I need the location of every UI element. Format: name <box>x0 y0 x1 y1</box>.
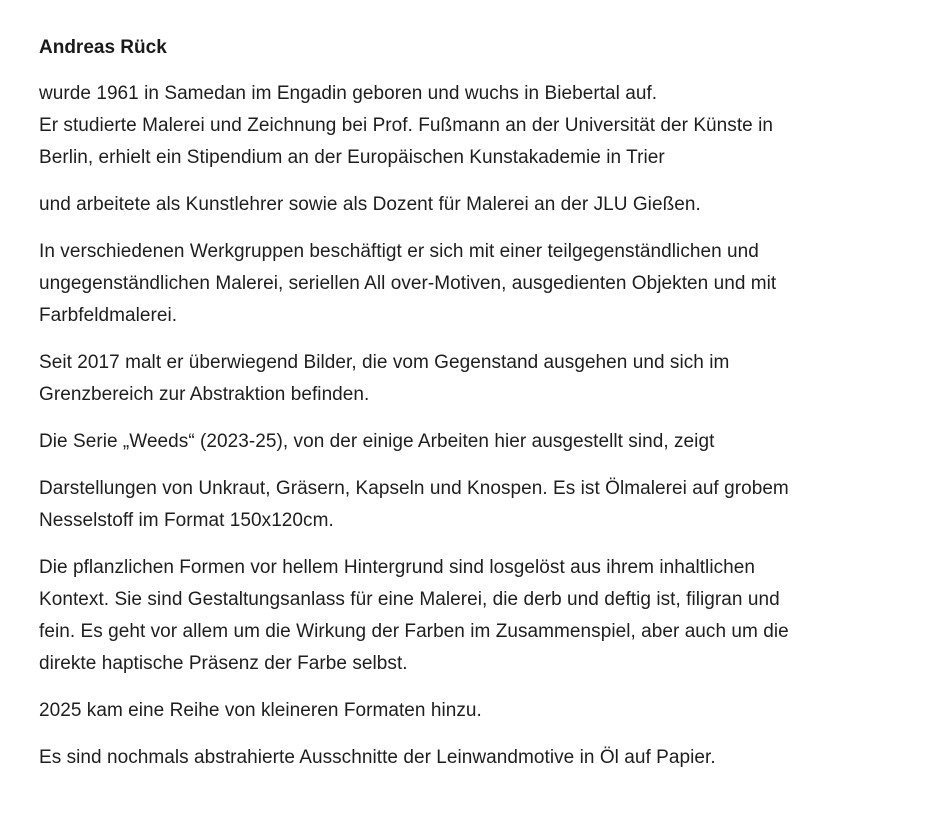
bio-paragraph-8 <box>39 695 919 727</box>
bio-line: 2025 kam eine Reihe von kleineren Formaten hinzu. <box>39 700 482 721</box>
bio-line: Die pflanzlichen Formen vor hellem Hintergrund sind losgelöst aus ihrem inhaltlichen <box>39 557 755 578</box>
bio-paragraph-7 <box>39 552 919 680</box>
bio-line: Grenzbereich zur Abstraktion befinden. <box>39 384 370 405</box>
bio-line: In verschiedenen Werkgruppen beschäftigt er sich mit einer teilgegenständlichen und <box>39 241 759 262</box>
bio-paragraph-3 <box>39 236 919 332</box>
bio-line: Seit 2017 malt er überwiegend Bilder, die vom Gegenstand ausgehen und sich im <box>39 352 730 373</box>
bio-line: Nesselstoff im Format 150x120cm. <box>39 510 334 531</box>
bio-line: Farbfeldmalerei. <box>39 305 178 326</box>
bio-paragraph-2 <box>39 189 919 221</box>
artist-name-heading: Andreas Rück <box>39 37 167 58</box>
bio-line: Die Serie „Weeds“ (2023-25), von der einige Arbeiten hier ausgestellt sind, zeigt <box>39 431 715 452</box>
bio-line: Er studierte Malerei und Zeichnung bei Prof. Fußmann an der Universität der Künste in <box>39 115 774 136</box>
bio-paragraph-9 <box>39 742 919 774</box>
bio-line: wurde 1961 in Samedan im Engadin geboren und wuchs in Biebertal auf. <box>39 83 658 104</box>
bio-paragraph-6 <box>39 473 919 537</box>
artist-bio <box>39 34 919 789</box>
bio-line: fein. Es geht vor allem um die Wirkung der Farben im Zusammenspiel, aber auch um die <box>39 621 789 642</box>
bio-paragraph-5 <box>39 426 919 458</box>
bio-paragraph-1 <box>39 78 919 174</box>
bio-line: Kontext. Sie sind Gestaltungsanlass für eine Malerei, die derb und deftig ist, filigran und <box>39 589 780 610</box>
bio-paragraph-4 <box>39 347 919 411</box>
bio-line: Berlin, erhielt ein Stipendium an der Europäischen Kunstakademie in Trier <box>39 147 665 168</box>
bio-line: Es sind nochmals abstrahierte Ausschnitte der Leinwandmotive in Öl auf Papier. <box>39 747 716 768</box>
bio-line: und arbeitete als Kunstlehrer sowie als Dozent für Malerei an der JLU Gießen. <box>39 194 701 215</box>
bio-line: direkte haptische Präsenz der Farbe selbst. <box>39 653 408 674</box>
bio-line: ungegenständlichen Malerei, seriellen All over-Motiven, ausgedienten Objekten und mit <box>39 273 777 294</box>
bio-line: Darstellungen von Unkraut, Gräsern, Kapseln und Knospen. Es ist Ölmalerei auf grobem <box>39 478 789 499</box>
